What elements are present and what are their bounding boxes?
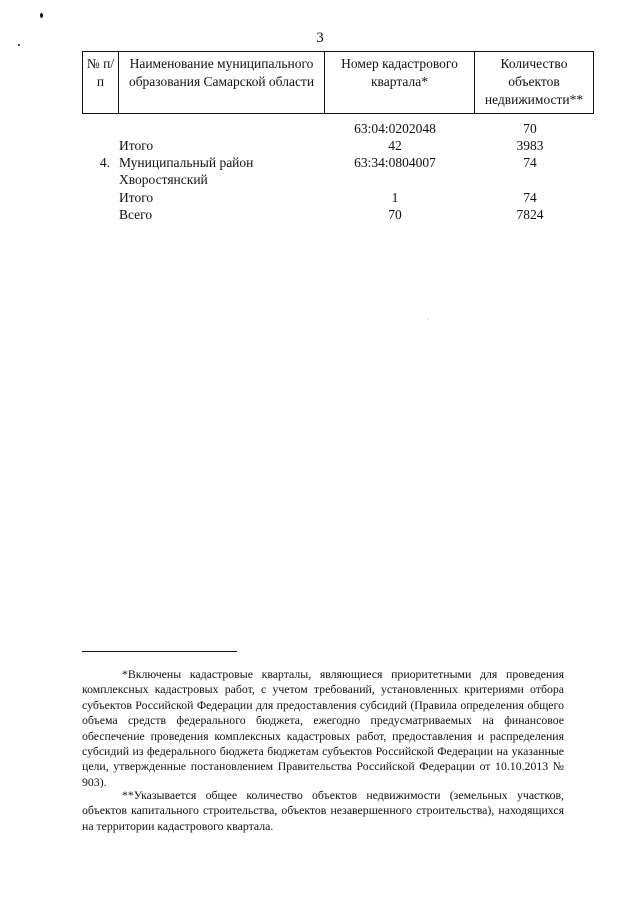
- table-row-count: 3983: [516, 138, 544, 153]
- table-row-cadastral: 63:34:0804007: [354, 155, 436, 170]
- scan-mark: [40, 13, 43, 18]
- table-header: [82, 51, 594, 114]
- header-object-count: Количество объектов недвижимости**: [475, 52, 594, 114]
- footnote-text: **Указывается общее количество объектов недвижимости (земельных участков, объектов капитального строительства, объектов незавершенного строительства), находящихся на территории кадастрового квартала.: [82, 788, 564, 833]
- footnote-separator: [82, 651, 237, 652]
- header-num: № п/п: [83, 52, 119, 114]
- table-row-count: 74: [523, 155, 537, 170]
- scan-mark: [428, 318, 429, 319]
- table-row-cadastral: 70: [388, 207, 402, 222]
- table-row-name: Итого: [119, 190, 154, 205]
- header-cadastral-number: Номер кадастрового квартала*: [325, 52, 475, 114]
- page-number: 3: [316, 30, 324, 46]
- header-municipality: Наименование муниципального образования Самарской области: [119, 52, 325, 114]
- table-row-name: Хворостянский: [119, 172, 208, 187]
- footnote-objects: [82, 788, 564, 834]
- table-row-cadastral: 42: [388, 138, 402, 153]
- footnote-cadastral: [82, 667, 564, 790]
- table-row-count: 7824: [516, 207, 544, 222]
- table-row-name: Итого: [119, 138, 154, 153]
- table-row-count: 74: [523, 190, 537, 205]
- table-row-name: Всего: [119, 207, 153, 222]
- table-row-cadastral: 1: [391, 190, 399, 205]
- table-row-num: 4.: [99, 155, 110, 170]
- table-row-cadastral: 63:04:0202048: [354, 121, 436, 136]
- footnote-text: *Включены кадастровые кварталы, являющиеся приоритетными для проведения комплексных кадастровых работ, с учетом требований, установленных критериями отбора субъектов Российской Федерации для предоставления субсидий (Правила определения общего объема средств федерального бюджета, ежегодно предусматриваемых на финансовое обеспечение проведения комплексных кадастровых работ, предоставления и распределения субсидий из федерального бюджета бюджетам субъектов Российской Федерации на указанные цели, утвержденные постановлением Правительства Российской Федерации от 10.10.2013 № 903).: [82, 667, 564, 789]
- table-row-name: Муниципальный район: [119, 155, 254, 170]
- table-row-count: 70: [523, 121, 537, 136]
